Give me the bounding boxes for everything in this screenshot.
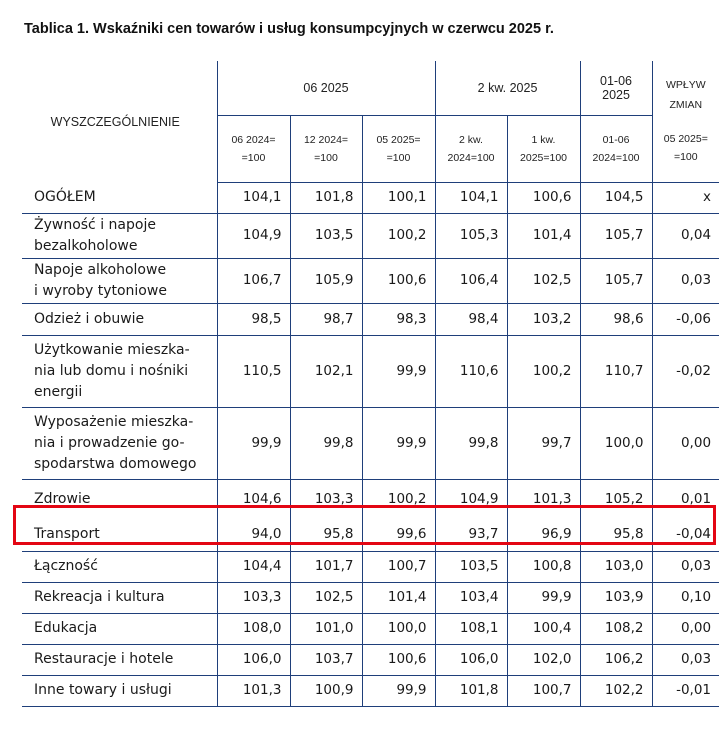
cell-value: 99,7 (507, 407, 580, 479)
cell-value: 0,00 (652, 407, 719, 479)
row-label-line: Łączność (34, 558, 98, 574)
row-label-line: i wyroby tytoniowe (34, 282, 167, 299)
cell-value: 105,9 (290, 258, 362, 303)
subheader-line1: 12 2024= (303, 133, 349, 146)
row-label-line: nia lub domu i nośniki (34, 362, 189, 379)
row-label (22, 675, 217, 706)
cell-value: 110,5 (217, 335, 290, 407)
cell-value: 103,0 (580, 551, 652, 582)
table-row (22, 182, 719, 213)
cell-value: 0,03 (652, 258, 719, 303)
cell-value: 103,4 (435, 582, 507, 613)
table-row (22, 582, 719, 613)
subheader-line2: 2025=100 (520, 151, 568, 164)
cell-value: 99,9 (362, 675, 435, 706)
cell-value: 102,5 (290, 582, 362, 613)
cell-value: 0,00 (652, 613, 719, 644)
cell-value: 0,10 (652, 582, 719, 613)
cell-value: 104,6 (217, 479, 290, 519)
cell-value: 100,2 (362, 213, 435, 258)
subheader-4 (507, 115, 580, 182)
row-label-line: energii (34, 383, 83, 400)
cell-value: 101,4 (362, 582, 435, 613)
row-label (22, 213, 217, 258)
cell-value: 105,7 (580, 258, 652, 303)
cell-value: 100,6 (362, 644, 435, 675)
cell-value: 0,01 (652, 479, 719, 519)
row-label (22, 479, 217, 519)
row-label (22, 335, 217, 407)
row-label (22, 407, 217, 479)
subheader-line2: 2024=100 (592, 151, 640, 164)
cell-value: -0,06 (652, 303, 719, 335)
cell-value: 101,8 (435, 675, 507, 706)
row-label-line: spodarstwa domowego (34, 455, 197, 472)
subheader-line2: =100 (386, 151, 411, 164)
subheader-line1: 06 2024= (231, 133, 276, 146)
cell-value: 103,5 (290, 213, 362, 258)
row-label (22, 182, 217, 213)
cell-value: x (652, 182, 719, 213)
cell-value: 99,9 (217, 407, 290, 479)
header-impact-line2: ZMIAN (669, 99, 703, 111)
cell-value: 110,7 (580, 335, 652, 407)
table-row (22, 613, 719, 644)
cell-value: 108,2 (580, 613, 652, 644)
row-label-line: OGÓŁEM (34, 188, 96, 205)
cell-value: 95,8 (580, 519, 652, 551)
table-row (22, 335, 719, 407)
header-group-01-06-line1: 01-06 (600, 73, 633, 88)
table-row (22, 213, 719, 258)
cell-value: 0,03 (652, 551, 719, 582)
cell-value: 100,8 (507, 551, 580, 582)
cell-value: 100,4 (507, 613, 580, 644)
cell-value: 99,8 (435, 407, 507, 479)
cell-value: 106,4 (435, 258, 507, 303)
cell-value: 102,2 (580, 675, 652, 706)
cell-value: 100,0 (580, 407, 652, 479)
row-label-line: Inne towary i usługi (34, 682, 172, 698)
cell-value: 96,9 (507, 519, 580, 551)
row-label-line: Napoje alkoholowe (34, 261, 167, 278)
row-label-line: Wyposażenie mieszka- (34, 413, 194, 430)
cell-value: -0,04 (652, 519, 719, 551)
cell-value: 101,4 (507, 213, 580, 258)
header-impact-line1: WPŁYW (665, 79, 706, 91)
cell-value: 100,7 (362, 551, 435, 582)
row-label (22, 613, 217, 644)
cell-value: 105,7 (580, 213, 652, 258)
header-label: WYSZCZEGÓLNIENIE (50, 114, 180, 129)
row-label-line: Zdrowie (34, 490, 91, 507)
cell-value: 99,6 (362, 519, 435, 551)
cell-value: 110,6 (435, 335, 507, 407)
subheader-5 (580, 115, 652, 182)
row-label-line: Użytkowanie mieszka- (34, 341, 190, 358)
cell-value: 101,7 (290, 551, 362, 582)
header-group-06-2025: 06 2025 (217, 61, 435, 115)
cell-value: 104,9 (217, 213, 290, 258)
cell-value: 108,0 (217, 613, 290, 644)
cell-value: 99,9 (362, 335, 435, 407)
table-title: Tablica 1. Wskaźniki cen towarów i usług konsumpcyjnych w czerwcu 2025 r. (24, 21, 554, 37)
subheader-line1: 05 2025= (663, 133, 708, 146)
subheader-line2: =100 (673, 151, 698, 164)
cell-value: 100,9 (290, 675, 362, 706)
row-label (22, 519, 217, 551)
cell-value: 98,5 (217, 303, 290, 335)
row-label-line: bezalkoholowe (34, 237, 138, 254)
cell-value: 94,0 (217, 519, 290, 551)
cell-value: 106,0 (435, 644, 507, 675)
cell-value: 103,7 (290, 644, 362, 675)
cell-value: 98,7 (290, 303, 362, 335)
cell-value: 100,2 (507, 335, 580, 407)
row-label (22, 303, 217, 335)
cell-value: 104,1 (217, 182, 290, 213)
cell-value: 99,8 (290, 407, 362, 479)
cell-value: 100,6 (507, 182, 580, 213)
table-row (22, 303, 719, 335)
cell-value: 105,3 (435, 213, 507, 258)
cell-value: 106,7 (217, 258, 290, 303)
cpi-table (22, 61, 719, 707)
cell-value: 99,9 (507, 582, 580, 613)
cell-value: 0,03 (652, 644, 719, 675)
cell-value: 106,0 (217, 644, 290, 675)
header-group-2kw-2025: 2 kw. 2025 (435, 61, 580, 115)
cell-value: 104,1 (435, 182, 507, 213)
subheader-6 (652, 115, 719, 182)
row-label-line: Transport (34, 526, 100, 543)
cell-value: 102,5 (507, 258, 580, 303)
cell-value: 100,6 (362, 258, 435, 303)
cell-value: 102,0 (507, 644, 580, 675)
cell-value: 100,7 (507, 675, 580, 706)
cell-value: 103,5 (435, 551, 507, 582)
cell-value: 108,1 (435, 613, 507, 644)
row-label-line: Żywność i napoje (34, 216, 156, 233)
header-impact (652, 61, 719, 115)
subheader-line1: 01-06 (602, 133, 630, 146)
cell-value: 100,1 (362, 182, 435, 213)
table-row (22, 644, 719, 675)
cell-value: 99,9 (362, 407, 435, 479)
cell-value: -0,01 (652, 675, 719, 706)
table-row (22, 407, 719, 479)
cell-value: 98,3 (362, 303, 435, 335)
cell-value: 104,5 (580, 182, 652, 213)
row-label (22, 582, 217, 613)
cell-value: 103,9 (580, 582, 652, 613)
row-label (22, 644, 217, 675)
cell-value: 103,3 (290, 479, 362, 519)
subheader-line1: 2 kw. (459, 133, 483, 146)
row-label-line: Restauracje i hotele (34, 651, 174, 667)
cell-value: 104,9 (435, 479, 507, 519)
cell-value: 95,8 (290, 519, 362, 551)
table-row (22, 675, 719, 706)
row-label (22, 258, 217, 303)
cell-value: 98,4 (435, 303, 507, 335)
cell-value: 106,2 (580, 644, 652, 675)
subheader-line1: 05 2025= (376, 133, 421, 146)
row-label-line: nia i prowadzenie go- (34, 434, 185, 451)
row-label-line: Rekreacja i kultura (34, 589, 165, 605)
subheader-1 (290, 115, 362, 182)
header-group-01-06-2025 (580, 61, 652, 115)
cell-value: 100,2 (362, 479, 435, 519)
cell-value: 103,3 (217, 582, 290, 613)
cell-value: 101,0 (290, 613, 362, 644)
cell-value: 101,8 (290, 182, 362, 213)
subheader-3 (435, 115, 507, 182)
cell-value: 104,4 (217, 551, 290, 582)
subheader-0 (217, 115, 290, 182)
subheader-2 (362, 115, 435, 182)
table-row (22, 551, 719, 582)
cell-value: 100,0 (362, 613, 435, 644)
subheader-line1: 1 kw. (531, 133, 556, 146)
table-row (22, 479, 719, 519)
cell-value: 101,3 (217, 675, 290, 706)
subheader-line2: 2024=100 (447, 151, 495, 164)
table-row (22, 258, 719, 303)
header-group-01-06-line2: 2025 (602, 87, 630, 102)
cell-value: 102,1 (290, 335, 362, 407)
table-row (22, 519, 719, 551)
cell-value: -0,02 (652, 335, 719, 407)
cell-value: 105,2 (580, 479, 652, 519)
cell-value: 93,7 (435, 519, 507, 551)
cell-value: 103,2 (507, 303, 580, 335)
row-label (22, 551, 217, 582)
row-label-line: Edukacja (34, 620, 98, 636)
cell-value: 0,04 (652, 213, 719, 258)
cell-value: 98,6 (580, 303, 652, 335)
subheader-line2: =100 (314, 151, 338, 164)
row-label-line: Odzież i obuwie (34, 310, 145, 327)
cell-value: 101,3 (507, 479, 580, 519)
subheader-line2: =100 (241, 151, 266, 164)
